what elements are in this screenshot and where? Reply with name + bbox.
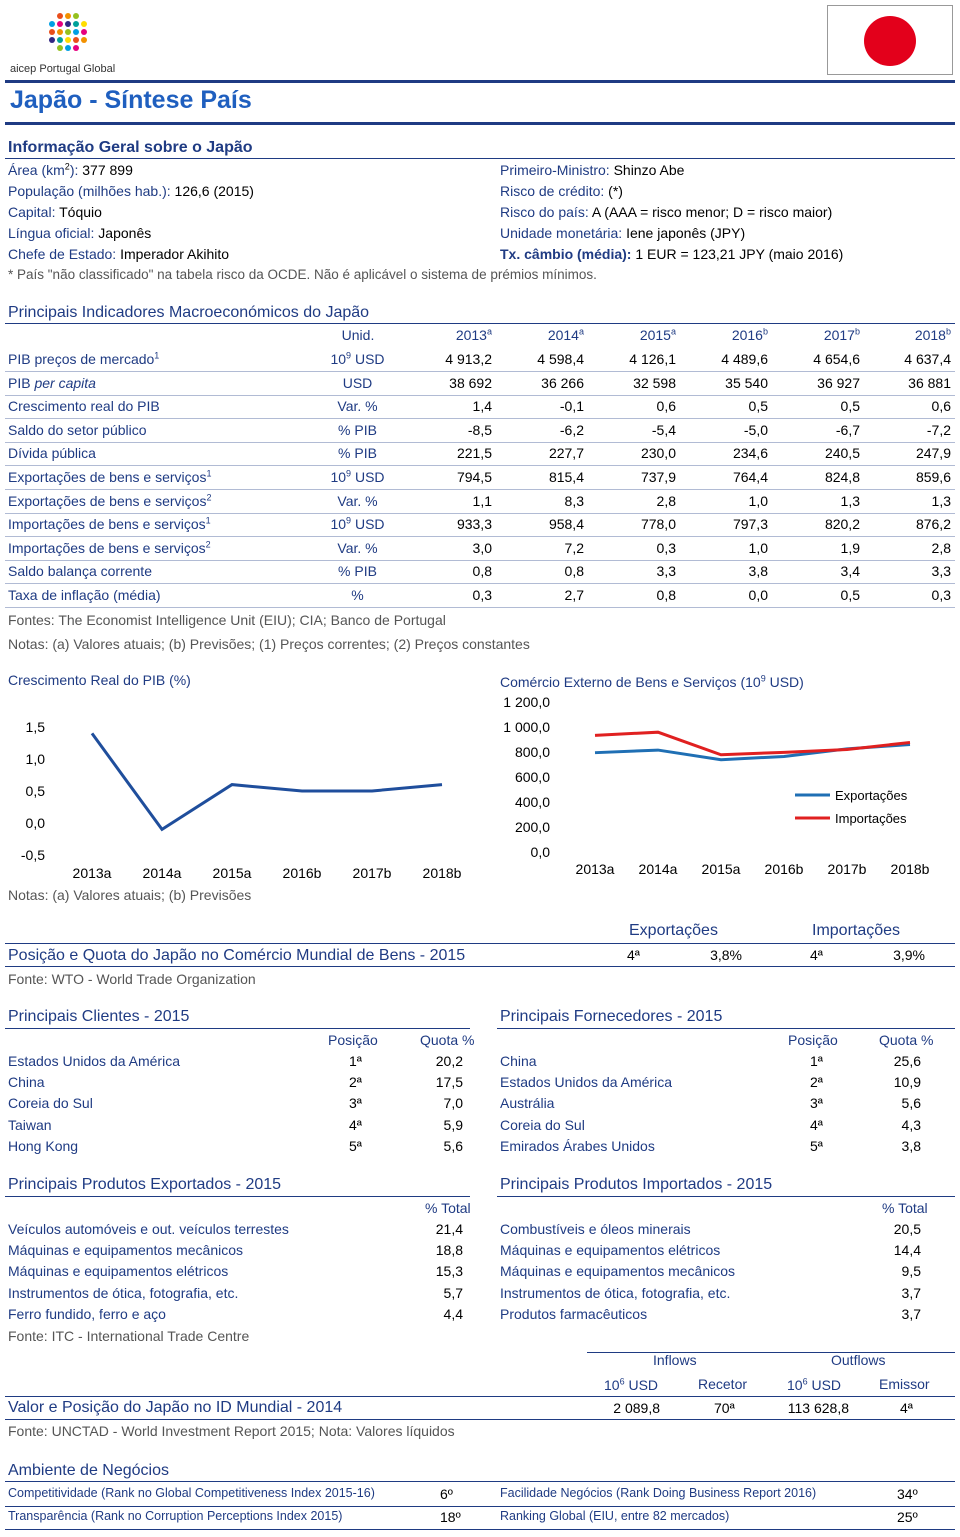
- year-header: 2014$^a$: [547, 326, 584, 343]
- fdi-in-value: 2 089,8: [613, 1400, 660, 1416]
- indicator-label: Importações de bens e serviços$^2$: [8, 539, 211, 556]
- table-row-pos: 5ª: [349, 1137, 362, 1154]
- indicator-value: 859,6: [915, 469, 951, 485]
- x-tick-label: 2016b: [764, 861, 804, 877]
- y-tick-label: 1,5: [25, 719, 45, 735]
- imported-heading: Principais Produtos Importados - 2015: [500, 1176, 773, 1193]
- general-label-sup: 2: [64, 161, 70, 172]
- logo-dot: [73, 45, 79, 51]
- logo-dot: [65, 37, 71, 43]
- indicator-label: PIB per capita: [8, 374, 96, 391]
- indicator-value: 32 598: [633, 374, 676, 391]
- exported-heading: Principais Produtos Exportados - 2015: [8, 1176, 282, 1193]
- indicator-value: 4 913,2: [445, 351, 492, 367]
- general-value: (*): [604, 183, 623, 199]
- indicator-value: 0,5: [840, 587, 860, 603]
- general-value: Shinzo Abe: [609, 162, 685, 178]
- fdi-source: Fonte: UNCTAD - World Investment Report 2015; Nota: Valores líquidos: [8, 1423, 455, 1439]
- table-row-pos: 5ª: [810, 1137, 823, 1154]
- indicator-value: 820,2: [824, 516, 860, 533]
- y-tick-label: 0,0: [530, 844, 550, 860]
- table-row-pos: 3ª: [349, 1095, 362, 1112]
- indicator-value: 1,1: [472, 492, 492, 509]
- table-row-quota: 5,6: [901, 1095, 921, 1112]
- world-trade-heading: Posição e Quota do Japão no Comércio Mundial de Bens - 2015: [8, 947, 466, 964]
- indicator-label: Saldo do setor público: [8, 421, 147, 438]
- general-label: Tx. câmbio (média):: [500, 246, 632, 262]
- indicator-value: 35 540: [725, 374, 768, 391]
- business-right-value: 34º: [897, 1486, 918, 1502]
- table-row-name: Austrália: [500, 1095, 555, 1112]
- year-header: 2016$^b$: [731, 326, 768, 343]
- logo-dot: [49, 37, 55, 43]
- general-label: Primeiro-Ministro:: [500, 162, 610, 178]
- y-tick-label: 400,0: [514, 794, 550, 810]
- logo-dot: [65, 13, 71, 19]
- indicator-value: 234,6: [732, 445, 768, 462]
- logo-dot: [81, 21, 87, 27]
- logo-dot: [57, 37, 63, 43]
- table-row-quota: 17,5: [435, 1074, 463, 1091]
- products-source: Fonte: ITC - International Trade Centre: [8, 1328, 250, 1344]
- x-tick-label: 2014a: [142, 865, 182, 881]
- gdp-chart-note: Notas: (a) Valores atuais; (b) Previsões: [8, 887, 252, 903]
- indicator-value: 8,3: [564, 492, 584, 509]
- fdi-inflows: Inflows: [653, 1352, 697, 1368]
- indicator-value: 3,4: [840, 563, 860, 580]
- indicator-value: 0,5: [748, 398, 768, 415]
- logo-dot: [73, 29, 79, 35]
- indicator-value: -6,2: [559, 421, 584, 438]
- indicator-value: 4 126,1: [629, 351, 676, 367]
- product-value: 20,5: [893, 1221, 921, 1237]
- logo-dot: [49, 29, 55, 35]
- x-tick-label: 2017b: [352, 865, 392, 881]
- general-value: Tóquio: [55, 204, 102, 220]
- table-row-name: Hong Kong: [8, 1137, 79, 1154]
- x-tick-label: 2014a: [638, 861, 678, 877]
- logo-dot: [81, 37, 87, 43]
- indicator-value: 1,3: [840, 492, 860, 509]
- indicator-value: 0,0: [748, 587, 768, 603]
- product-name: Máquinas e equipamentos mecânicos: [8, 1242, 244, 1259]
- indicator-value: 737,9: [640, 469, 676, 485]
- indicator-label: Taxa de inflação (média): [8, 587, 161, 603]
- business-left-value: 6º: [440, 1486, 453, 1502]
- y-tick-label: 1,0: [25, 751, 45, 767]
- col-importacoes: Importações: [812, 922, 901, 939]
- y-tick-label: 200,0: [514, 819, 550, 835]
- logo-dot: [57, 21, 63, 27]
- product-name: Produtos farmacêuticos: [500, 1305, 648, 1322]
- product-value: 5,7: [443, 1284, 463, 1301]
- legend-label: Exportações: [835, 788, 908, 803]
- table-row-quota: 7,0: [443, 1095, 463, 1112]
- indicator-value: 4 489,6: [721, 351, 768, 367]
- y-tick-label: 1 200,0: [503, 694, 550, 710]
- fdi-emissor: Emissor: [879, 1376, 930, 1392]
- indicator-value: 1,0: [748, 492, 768, 509]
- indicator-unit: % PIB: [338, 445, 377, 462]
- indicator-value: 0,6: [656, 398, 676, 415]
- logo-text: aicep Portugal Global: [10, 63, 116, 75]
- general-left-item: Área $(km^2)$: 377 899: [8, 161, 133, 178]
- indicator-unit: Var. %: [337, 539, 378, 556]
- table-row-pos: 4ª: [810, 1116, 823, 1133]
- table-row-name: Coreia do Sul: [8, 1095, 93, 1112]
- trade-chart-title: Comércio Externo de Bens e Serviços ($10^9$ USD): [500, 673, 804, 690]
- table-row-name: Coreia do Sul: [500, 1116, 585, 1133]
- general-value: 1 EUR = 123,21 JPY (maio 2016): [631, 246, 844, 262]
- indicator-value: 2,8: [656, 492, 676, 509]
- indicators-notes: Notas: (a) Valores atuais; (b) Previsões; (1) Preços correntes; (2) Preços constantes: [8, 636, 530, 652]
- general-label: Chefe de Estado:: [8, 246, 117, 262]
- logo-dot: [73, 21, 79, 27]
- indicator-value: 0,5: [840, 398, 860, 415]
- indicator-value: 764,4: [732, 469, 768, 485]
- general-value: Iene japonês (JPY): [622, 225, 746, 241]
- wt-exp-quota: 3,8%: [710, 947, 742, 963]
- table-row-name: Estados Unidos da América: [500, 1074, 672, 1091]
- logo-dot: [57, 45, 63, 51]
- indicator-value: -7,2: [926, 421, 951, 438]
- general-left-item: [8, 183, 254, 199]
- general-label: Risco do país:: [500, 204, 589, 220]
- series-line: [92, 733, 442, 829]
- indicator-value: 247,9: [915, 445, 951, 462]
- suppliers-heading: Principais Fornecedores - 2015: [500, 1008, 723, 1025]
- logo-dot: [65, 29, 71, 35]
- indicator-value: -0,1: [559, 398, 584, 415]
- business-left-label: Competitividade (Rank no Global Competitiveness Index 2015-16): [8, 1486, 375, 1500]
- indicators-heading: Principais Indicadores Macroeconómicos do Japão: [8, 304, 370, 321]
- product-name: Máquinas e equipamentos mecânicos: [500, 1263, 736, 1280]
- logo-dot: [73, 37, 79, 43]
- y-tick-label: 0,5: [25, 783, 45, 799]
- indicator-value: -5,4: [651, 421, 676, 438]
- table-row-name: China: [500, 1053, 537, 1069]
- x-tick-label: 2018b: [890, 861, 930, 877]
- logo-dot: [57, 29, 63, 35]
- indicator-value: -5,0: [743, 421, 768, 438]
- indicator-unit: % PIB: [338, 563, 377, 580]
- indicator-value: 1,3: [931, 492, 951, 509]
- general-label: Capital:: [8, 204, 56, 220]
- indicator-unit: Var. %: [337, 492, 378, 509]
- indicator-unit: $10^9$ USD: [330, 515, 385, 533]
- general-right-item: [500, 162, 684, 178]
- logo-dot: [49, 21, 55, 27]
- fdi-out-pos: 4ª: [900, 1400, 913, 1416]
- clients-col-pos: Posição: [328, 1032, 378, 1048]
- wt-exp-pos: 4ª: [627, 947, 640, 963]
- table-row-pos: 2ª: [810, 1074, 823, 1091]
- product-name: Instrumentos de ótica, fotografia, etc.: [8, 1284, 239, 1301]
- indicator-value: 0,8: [656, 587, 676, 603]
- suppliers-col-pos: Posição: [788, 1032, 838, 1048]
- logo-dot: [73, 13, 79, 19]
- product-value: 21,4: [435, 1221, 463, 1237]
- business-right-label: Ranking Global (EIU, entre 82 mercados): [500, 1509, 730, 1523]
- indicator-value: 933,3: [456, 516, 492, 533]
- y-tick-label: -0,5: [20, 847, 45, 863]
- general-right-item: [500, 246, 843, 262]
- business-left-value: 18º: [440, 1509, 461, 1525]
- fdi-heading: Valor e Posição do Japão no ID Mundial - 2014: [8, 1399, 343, 1416]
- indicator-label: Dívida pública: [8, 445, 96, 462]
- business-right-value: 25º: [897, 1509, 918, 1525]
- product-name: Máquinas e equipamentos elétricos: [500, 1242, 721, 1259]
- indicator-unit: USD: [342, 374, 373, 391]
- indicator-value: 1,4: [472, 398, 492, 415]
- indicator-value: 0,3: [931, 587, 951, 603]
- x-tick-label: 2017b: [827, 861, 867, 877]
- logo-dot: [57, 13, 63, 19]
- table-row-quota: 5,6: [443, 1137, 463, 1154]
- fdi-recetor: Recetor: [698, 1376, 748, 1392]
- table-row-name: Taiwan: [8, 1116, 52, 1133]
- indicator-value: 815,4: [548, 469, 584, 485]
- indicator-value: 0,3: [472, 587, 492, 603]
- general-right-item: [500, 204, 832, 220]
- general-label: População (milhões hab.):: [8, 183, 171, 199]
- exported-col-total: % Total: [425, 1200, 471, 1216]
- clients-heading: Principais Clientes - 2015: [8, 1008, 190, 1025]
- general-label: Unidade monetária:: [500, 225, 623, 241]
- indicator-value: 0,3: [656, 539, 676, 556]
- indicator-label: Exportações de bens e serviços$^2$: [8, 491, 212, 509]
- table-row-pos: 1ª: [810, 1053, 823, 1069]
- general-note: * País "não classificado" na tabela risco da OCDE. Não é aplicável o sistema de prémios mínimos.: [8, 267, 597, 282]
- y-tick-label: 0,0: [25, 815, 45, 831]
- indicator-value: 36 266: [541, 374, 584, 391]
- general-label: Área (km: [8, 162, 65, 178]
- indicator-value: 2,7: [564, 587, 584, 603]
- general-left-item: [8, 225, 151, 241]
- indicator-unit: %: [351, 587, 364, 603]
- gdp-chart-title: Crescimento Real do PIB (%): [8, 672, 191, 688]
- table-row-pos: 4ª: [349, 1116, 362, 1133]
- indicator-value: 221,5: [456, 445, 492, 462]
- general-value: Imperador Akihito: [116, 246, 230, 262]
- table-row-name: China: [8, 1074, 45, 1091]
- table-row-name: Emirados Árabes Unidos: [500, 1137, 655, 1154]
- indicator-value: -8,5: [467, 421, 492, 438]
- product-value: 15,3: [435, 1263, 463, 1280]
- business-heading: Ambiente de Negócios: [8, 1462, 169, 1479]
- indicator-unit: $10^9$ USD: [330, 468, 385, 485]
- product-value: 14,4: [893, 1242, 921, 1259]
- wt-imp-pos: 4ª: [810, 947, 823, 963]
- indicator-value: 4 637,4: [904, 351, 951, 367]
- page-title: Japão - Síntese País: [10, 86, 252, 114]
- table-row-name: Estados Unidos da América: [8, 1053, 180, 1069]
- indicator-label: Crescimento real do PIB: [8, 398, 160, 415]
- year-header: 2013$^a$: [455, 326, 492, 343]
- general-right-item: [500, 225, 745, 241]
- table-row-pos: 2ª: [349, 1074, 362, 1091]
- indicator-value: 240,5: [824, 445, 860, 462]
- indicator-label: Exportações de bens e serviços$^1$: [8, 468, 212, 485]
- indicator-value: 824,8: [824, 469, 860, 485]
- general-right-item: [500, 183, 623, 199]
- x-tick-label: 2015a: [212, 865, 252, 881]
- indicator-value: 2,8: [931, 539, 951, 556]
- indicator-label: Saldo balança corrente: [8, 563, 152, 580]
- indicator-value: 0,8: [564, 563, 584, 580]
- general-value: 126,6 (2015): [170, 183, 254, 199]
- table-row-quota: 5,9: [443, 1116, 463, 1133]
- indicator-value: 3,0: [472, 539, 492, 556]
- general-value: Japonês: [94, 225, 152, 241]
- indicator-value: 4 598,4: [537, 351, 584, 367]
- indicator-label: Importações de bens e serviços$^1$: [8, 515, 211, 533]
- indicator-value: 4 654,6: [813, 351, 860, 367]
- y-tick-label: 600,0: [514, 769, 550, 785]
- product-value: 3,7: [901, 1284, 921, 1301]
- year-header: 2018$^b$: [914, 326, 951, 343]
- product-value: 3,7: [901, 1305, 921, 1322]
- product-name: Veículos automóveis e out. veículos terrestes: [8, 1221, 289, 1237]
- indicator-value: 794,5: [456, 469, 492, 485]
- suppliers-col-quota: Quota %: [879, 1032, 934, 1048]
- general-value: 377 899: [78, 162, 133, 178]
- indicator-unit: % PIB: [338, 421, 377, 438]
- product-value: 9,5: [901, 1263, 921, 1280]
- x-tick-label: 2013a: [575, 861, 615, 877]
- indicator-value: 958,4: [548, 516, 584, 533]
- flag: [827, 5, 953, 75]
- table-row-pos: 1ª: [349, 1053, 362, 1069]
- product-value: 18,8: [435, 1242, 463, 1259]
- logo-dot: [81, 29, 87, 35]
- x-tick-label: 2015a: [701, 861, 741, 877]
- product-name: Combustíveis e óleos minerais: [500, 1221, 691, 1237]
- logo-dot: [65, 45, 71, 51]
- indicator-value: 36 927: [817, 374, 860, 391]
- col-exportacoes: Exportações: [629, 922, 718, 939]
- business-right-label: Facilidade Negócios (Rank Doing Business Report 2016): [500, 1486, 817, 1500]
- general-value: A (AAA = risco menor; D = risco maior): [588, 204, 833, 220]
- indicator-value: 3,3: [656, 563, 676, 580]
- fdi-in-pos: 70ª: [714, 1400, 735, 1416]
- x-tick-label: 2016b: [282, 865, 322, 881]
- indicator-value: 227,7: [548, 445, 584, 462]
- fdi-out-unit: $10^6$ USD: [787, 1376, 842, 1393]
- table-row-quota: 4,3: [901, 1116, 921, 1133]
- indicator-value: 1,9: [840, 539, 860, 556]
- indicator-value: 36 881: [908, 374, 951, 391]
- fdi-outflows: Outflows: [831, 1352, 886, 1368]
- indicator-value: 1,0: [748, 539, 768, 556]
- logo: [10, 8, 130, 74]
- indicator-value: 797,3: [732, 516, 768, 533]
- table-row-quota: 25,6: [893, 1053, 921, 1069]
- product-name: Máquinas e equipamentos elétricos: [8, 1263, 229, 1280]
- indicator-value: 876,2: [915, 516, 951, 533]
- y-tick-label: 800,0: [514, 744, 550, 760]
- logo-dot: [65, 21, 71, 27]
- x-tick-label: 2013a: [72, 865, 112, 881]
- flag-circle-icon: [864, 16, 916, 66]
- x-tick-label: 2018b: [422, 865, 462, 881]
- table-row-quota: 20,2: [435, 1053, 463, 1069]
- table-row-quota: 3,8: [901, 1137, 921, 1154]
- indicator-value: 0,6: [931, 398, 951, 415]
- fdi-in-unit: $10^6$ USD: [604, 1376, 659, 1393]
- table-row-quota: 10,9: [893, 1074, 921, 1091]
- indicator-value: -6,7: [835, 421, 860, 438]
- indicator-value: 7,2: [564, 539, 584, 556]
- indicator-value: 0,8: [472, 563, 492, 580]
- indicators-source: Fontes: The Economist Intelligence Unit (EIU); CIA; Banco de Portugal: [8, 612, 446, 628]
- legend-label: Importações: [835, 811, 907, 826]
- indicator-value: 38 692: [449, 374, 492, 391]
- imported-col-total: % Total: [882, 1200, 928, 1216]
- year-header: 2017$^b$: [823, 326, 860, 343]
- indicator-label: PIB preços de mercado$^1$: [8, 350, 160, 367]
- general-left-item: [8, 204, 102, 220]
- trade-chart: [480, 690, 960, 890]
- general-label: Língua oficial:: [8, 225, 95, 241]
- wt-imp-quota: 3,9%: [893, 947, 925, 963]
- indicator-unit: $10^9$ USD: [330, 350, 385, 367]
- indicator-value: 3,8: [748, 563, 768, 580]
- gdp-growth-chart: [0, 690, 480, 890]
- y-tick-label: 1 000,0: [503, 719, 550, 735]
- business-left-label: Transparência (Rank no Corruption Perceptions Index 2015): [8, 1509, 343, 1523]
- world-trade-source: Fonte: WTO - World Trade Organization: [8, 971, 256, 987]
- general-heading: Informação Geral sobre o Japão: [8, 139, 253, 156]
- clients-col-quota: Quota %: [420, 1032, 475, 1048]
- indicator-value: 778,0: [640, 516, 676, 533]
- indicator-value: 3,3: [931, 563, 951, 580]
- indicator-unit: Var. %: [337, 398, 378, 415]
- unit-header: Unid.: [341, 327, 375, 343]
- product-name: Instrumentos de ótica, fotografia, etc.: [500, 1284, 731, 1301]
- product-value: 4,4: [443, 1305, 463, 1322]
- table-row-pos: 3ª: [810, 1095, 823, 1112]
- product-name: Ferro fundido, ferro e aço: [8, 1305, 166, 1322]
- general-left-item: [8, 246, 229, 262]
- indicator-value: 230,0: [640, 445, 676, 462]
- logo-dots-icon: [10, 8, 130, 58]
- general-label: Risco de crédito:: [500, 183, 605, 199]
- fdi-out-value: 113 628,8: [787, 1400, 849, 1416]
- year-header: 2015$^a$: [639, 326, 676, 343]
